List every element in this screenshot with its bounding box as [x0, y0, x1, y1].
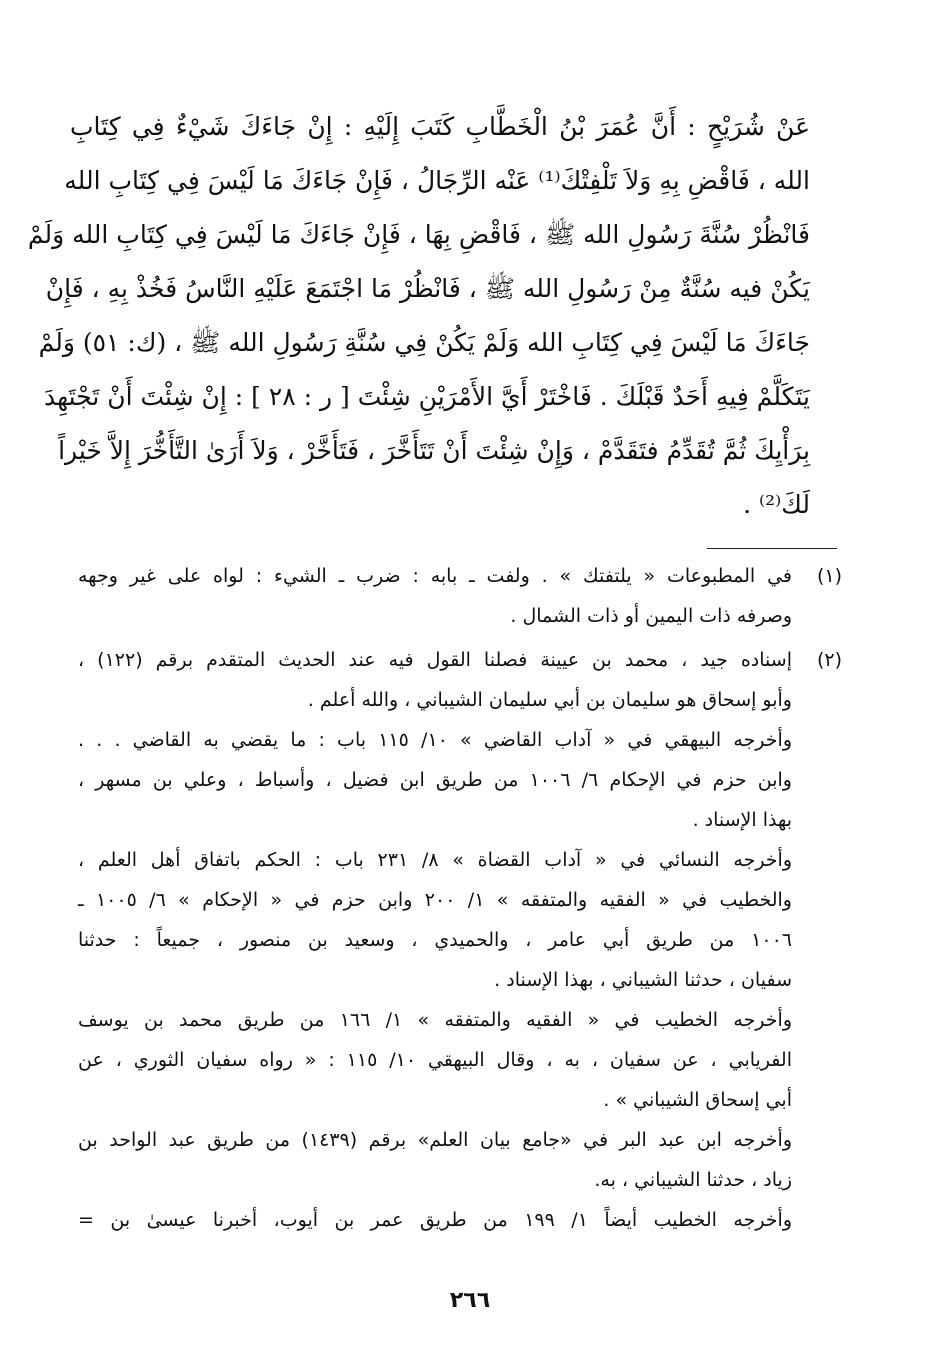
hadith-line: فَانْظُرْ سُنَّةَ رَسُولِ الله ﷺ ، فَاقْضِ بِهَا ، فَإِنْ جَاءَكَ مَا لَيْسَ فِي كِتَابِ الله وَلَمْ: [27, 220, 810, 249]
footnote-2: [78, 640, 848, 1240]
footnote-line: وأخرجه ابن عبد البر في «جامع بيان العلم» برقم (١٤٣٩) من طريق عبد الواحد بن: [78, 1129, 792, 1151]
footnotes: [78, 556, 848, 1244]
hadith-line: جَاءَكَ مَا لَيْسَ فِي كِتَابِ الله وَلَمْ يَكُنْ فِي سُنَّةِ رَسُولِ الله ﷺ ، (ك: ٥١) وَلَمْ: [38, 328, 810, 357]
footnote-line: أبي إسحاق الشيباني » .: [603, 1089, 792, 1111]
footnote-line: بهذا الإسناد .: [692, 809, 792, 831]
footnote-divider: [707, 548, 837, 549]
footnote-line: وأخرجه الخطيب أيضاً ١/ ١٩٩ من طريق عمر بن أيوب، أخبرنا عيسىٰ بن =: [78, 1209, 792, 1231]
footnote-line: ١٠٠٦ من طريق أبي عامر ، والحميدي ، وسعيد بن منصور ، جميعاً : حدثنا: [78, 929, 792, 951]
footnote-line: إسناده جيد ، محمد بن عيينة فصلنا القول فيه عند الحديث المتقدم برقم (١٢٢) ،: [78, 649, 792, 671]
hadith-line: لَكَ⁽²⁾ .: [743, 490, 810, 519]
footnote-number: (٢): [816, 649, 842, 671]
footnote-line: في المطبوعات « يلتفتك » . ولفت ـ بابه : ضرب ـ الشيء : لواه على غير وجهه: [78, 565, 792, 587]
hadith-line: بِرَأْيِكَ ثُمَّ تُقَدِّمُ فتَقَدَّمْ ، وَإِنْ شِئْتَ أَنْ تَتَأَخَّرَ ، فَتَأَخَّرْ ، وَلاَ أَرَىٰ التَّأَخُّرَ إِلاَّ خَيْراً: [58, 436, 810, 465]
footnote-number: (١): [816, 565, 842, 587]
footnote-line: وأبو إسحاق هو سليمان بن أبي سليمان الشيباني ، والله أعلم .: [307, 689, 792, 711]
hadith-text: [27, 100, 810, 532]
footnote-1: [78, 556, 848, 636]
footnote-line: وأخرجه النسائي في « آداب القضاة » ٨/ ٢٣١ باب : الحكم باتفاق أهل العلم ،: [78, 849, 793, 871]
footnote-line: وصرفه ذات اليمين أو ذات الشمال .: [510, 605, 792, 627]
hadith-line: عَنْ شُرَيْحٍ : أَنَّ عُمَرَ بْنُ الْخَطَّابِ كَتَبَ إِلَيْهِ : إِنْ جَاءَكَ شَيْءٌ فِي كِتَابِ: [70, 112, 810, 141]
footnote-line: والخطيب في « الفقيه والمتفقه » ١/ ٢٠٠ وابن حزم في « الإحكام » ٦/ ١٠٠٥ ـ: [78, 889, 792, 911]
hadith-line: يَتَكَلَّمْ فِيهِ أَحَدٌ قَبْلَكَ . فَاخْتَرْ أَيَّ الأَمْرَيْنِ شِئْتَ [ ر : ٢٨ ] : إِنْ شِئْتَ أَنْ تَجْتَهِدَ: [44, 382, 810, 411]
footnote-line: وأخرجه البيهقي في « آداب القاضي » ١٠/ ١١٥ باب : ما يقضي به القاضي . . .: [78, 729, 792, 751]
hadith-line: يَكُنْ فيه سُنَّةٌ مِنْ رَسُولِ الله ﷺ ، فَانْظُرْ مَا اجْتَمَعَ عَلَيْهِ النَّاسُ فَخُذْ بِهِ ، فَإِنْ: [45, 274, 810, 303]
footnote-line: سفيان ، حدثنا الشيباني ، بهذا الإسناد .: [494, 969, 792, 991]
footnote-line: الفريابي ، عن سفيان ، به ، وقال البيهقي ١٠/ ١١٥ : « رواه سفيان الثوري ، عن: [78, 1049, 792, 1071]
footnote-line: وأخرجه الخطيب في « الفقيه والمتفقه » ١/ ١٦٦ من طريق محمد بن يوسف: [78, 1009, 792, 1031]
footnote-line: وابن حزم في الإحكام ٦/ ١٠٠٦ من طريق ابن فضيل ، وأسباط ، وعلي بن مسهر ،: [78, 769, 792, 791]
hadith-line: الله ، فَاقْضِ بِهِ وَلاَ تَلْفِتْكَ⁽¹⁾ عَنْه الرِّجَالُ ، فَإِنْ جَاءَكَ مَا لَيْسَ فِي كِتَابِ الله: [64, 166, 810, 195]
page-number: ٢٦٦: [449, 1288, 491, 1313]
footnote-line: زياد ، حدثنا الشيباني ، به.: [594, 1169, 792, 1191]
